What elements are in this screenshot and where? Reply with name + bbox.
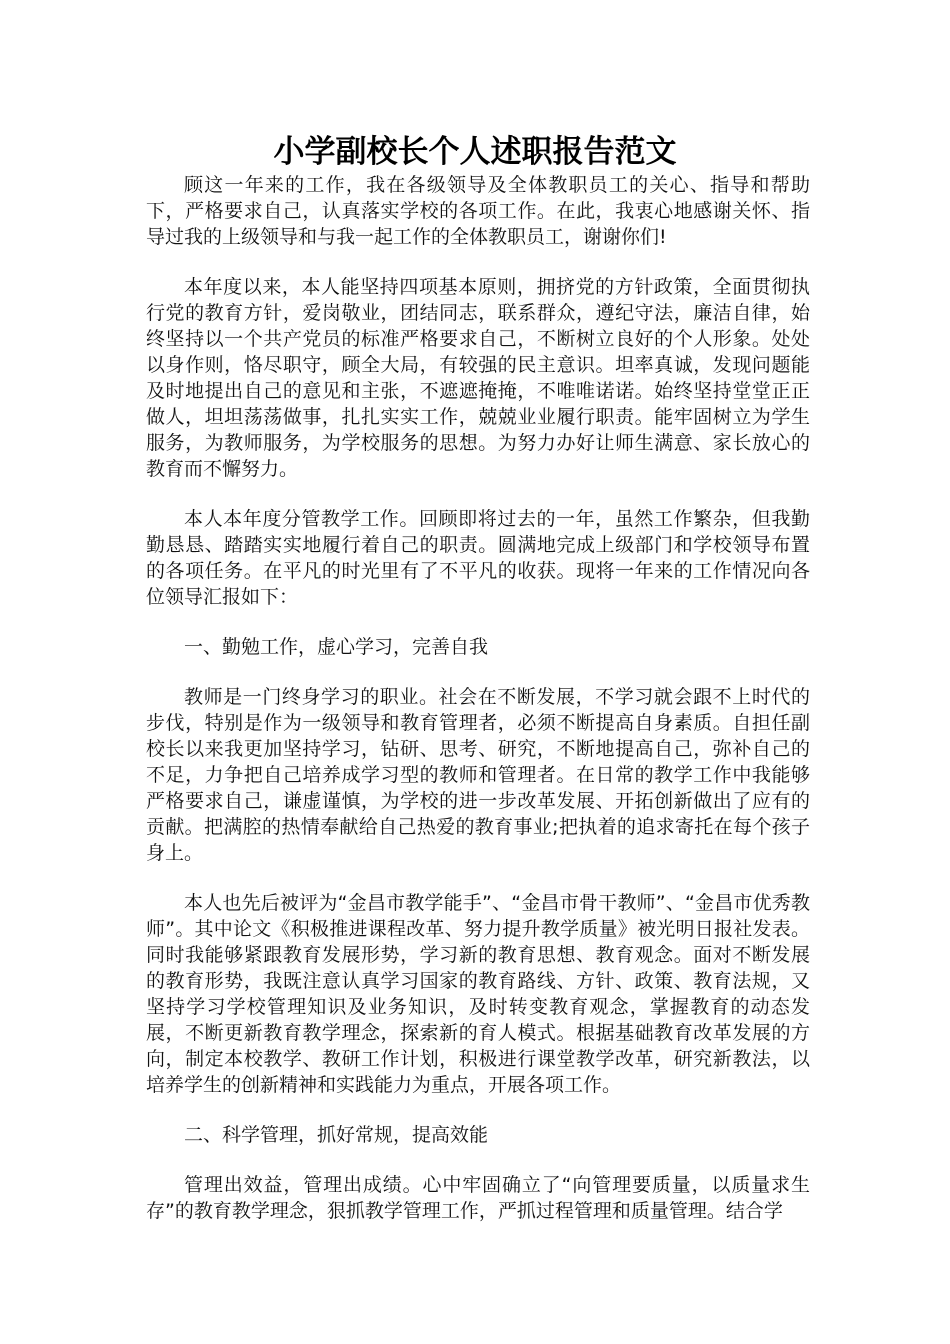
paragraph-honors: 本人也先后被评为“金昌市教学能手”、“金昌市骨干教师”、“金昌市优秀教师”。其中论文《积极推进课程改革、努力提升教学质量》被光明日报社发表。同时我能够紧跟教育发展形势，学习新的教育思想、教育观念。面对不断发展的教育形势，我既注意认真学习国家的教育路线、方针、政策、教育法规，又坚持学习学校管理知识及业务知识，及时转变教育观念，掌握教育的动态发展，不断更新教育教学理念，探索新的育人模式。根据基础教育改革发展的方向，制定本校教学、教研工作计划，积极进行课堂教学改革，研究新教法，以培养学生的创新精神和实践能力为重点，开展各项工作。 bbox=[146, 892, 810, 1096]
document-title: 小学副校长个人述职报告范文 bbox=[273, 134, 677, 170]
paragraph-management: 管理出效益，管理出成绩。心中牢固确立了“向管理要质量，以质量求生存”的教育教学理念，狠抓教学管理工作，严抓过程管理和质量管理。结合学 bbox=[146, 1174, 810, 1222]
document-body bbox=[146, 172, 810, 1248]
paragraph-intro: 顾这一年来的工作，我在各级领导及全体教职员工的关心、指导和帮助下，严格要求自己，认真落实学校的各项工作。在此，我衷心地感谢关怀、指导过我的上级领导和与我一起工作的全体教职员工，谢谢你们! bbox=[146, 174, 810, 248]
paragraph-principles: 本年度以来，本人能坚持四项基本原则，拥挤党的方针政策，全面贯彻执行党的教育方针，爱岗敬业，团结同志，联系群众，遵纪守法，廉洁自律，始终坚持以一个共产党员的标准严格要求自己，不断树立良好的个人形象。处处以身作则，恪尽职守，顾全大局，有较强的民主意识。坦率真诚，发现问题能及时地提出自己的意见和主张，不遮遮掩掩，不唯唯诺诺。始终坚持堂堂正正做人，坦坦荡荡做事，扎扎实实工作，兢兢业业履行职责。能牢固树立为学生服务，为教师服务，为学校服务的思想。为努力办好让师生满意、家长放心的教育而不懈努力。 bbox=[146, 276, 810, 480]
section-heading-2: 二、科学管理，抓好常规，提高效能 bbox=[184, 1124, 489, 1146]
section-heading-1: 一、勤勉工作，虚心学习，完善自我 bbox=[184, 636, 489, 658]
paragraph-learning: 教师是一门终身学习的职业。社会在不断发展，不学习就会跟不上时代的步伐，特别是作为一级领导和教育管理者，必须不断提高自身素质。自担任副校长以来我更加坚持学习，钻研、思考、研究，不断地提高自己，弥补自己的不足，力争把自己培养成学习型的教师和管理者。在日常的教学工作中我能够严格要求自己，谦虚谨慎，为学校的进一步改革发展、开拓创新做出了应有的贡献。把满腔的热情奉献给自己热爱的教育事业;把执着的追求寄托在每个孩子身上。 bbox=[146, 686, 810, 864]
paragraph-responsibilities: 本人本年度分管教学工作。回顾即将过去的一年，虽然工作繁杂，但我勤勤恳恳、踏踏实实地履行着自己的职责。圆满地完成上级部门和学校领导布置的各项任务。在平凡的时光里有了不平凡的收获。现将一年来的工作情况向各位领导汇报如下： bbox=[146, 508, 810, 608]
